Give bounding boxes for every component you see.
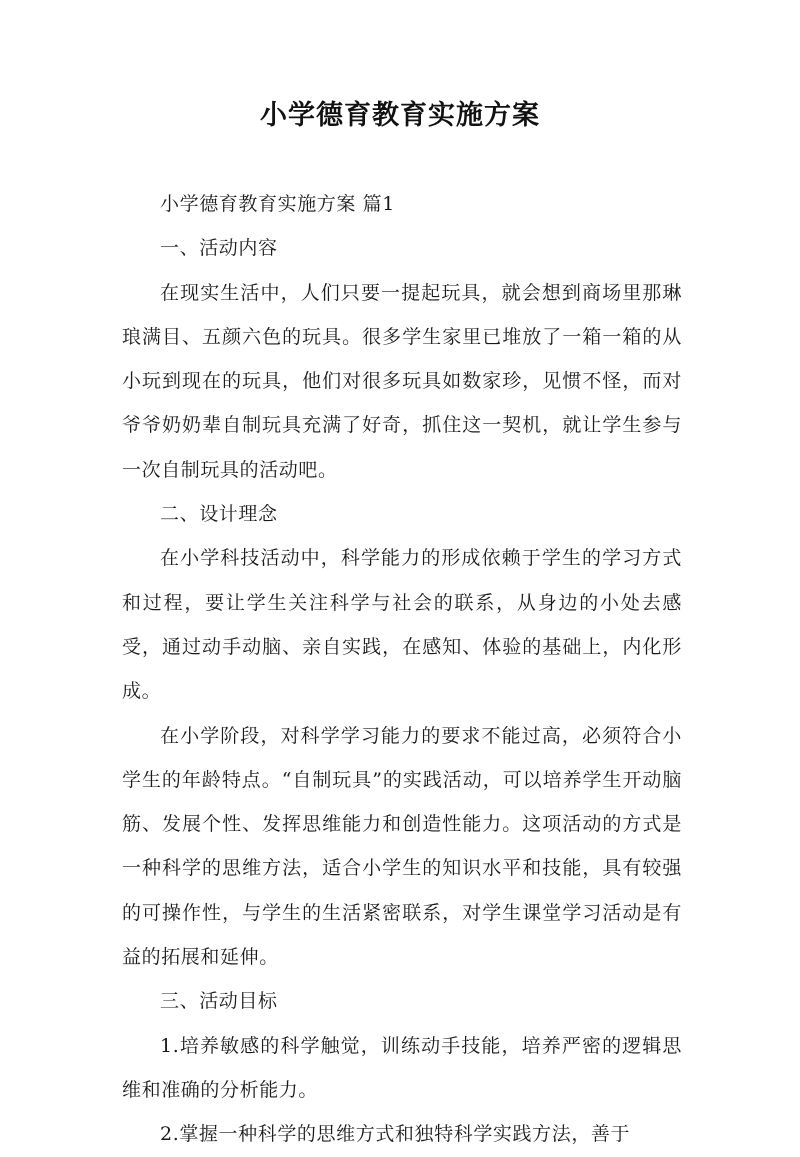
list-item: 2.掌握一种科学的思维方式和独特科学实践方法，善于 [160, 1123, 631, 1146]
body-paragraph: 在小学科技活动中，科学能力的形成依赖于学生的学习方式和过程，要让学生关注科学与社会的联系，从身边的小处去感受，通过动手动脑、亲自实践，在感知、体验的基础上，内化形成。 [122, 547, 682, 703]
body-paragraph: 在小学阶段，对科学学习能力的要求不能过高，必须符合小学生的年龄特点。“自制玩具”的实践活动，可以培养学生开动脑筋、发展个性、发挥思维能力和创造性能力。这项活动的方式是一种科学的思维方法，适合小学生的知识水平和技能，具有较强的可操作性，与学生的生活紧密联系，对学生课堂学习活动是有益的拓展和延伸。 [122, 724, 682, 969]
document-title: 小学德育教育实施方案 [260, 100, 540, 131]
section-heading-activity-content: 一、活动内容 [160, 237, 278, 260]
section-heading-activity-goals: 三、活动目标 [160, 990, 278, 1013]
document-body [122, 182, 682, 1157]
list-item: 1.培养敏感的科学触觉，训练动手技能，培养严密的逻辑思维和准确的分析能力。 [122, 1034, 682, 1101]
section-heading-design-concept: 二、设计理念 [160, 503, 278, 526]
body-paragraph: 在现实生活中，人们只要一提起玩具，就会想到商场里那琳琅满目、五颜六色的玩具。很多学生家里已堆放了一箱一箱的从小玩到现在的玩具，他们对很多玩具如数家珍，见惯不怪，而对爷爷奶奶辈自制玩具充满了好奇，抓住这一契机，就让学生参与一次自制玩具的活动吧。 [122, 281, 682, 481]
section-heading-paragraph: 小学德育教育实施方案 篇1 [160, 193, 395, 215]
